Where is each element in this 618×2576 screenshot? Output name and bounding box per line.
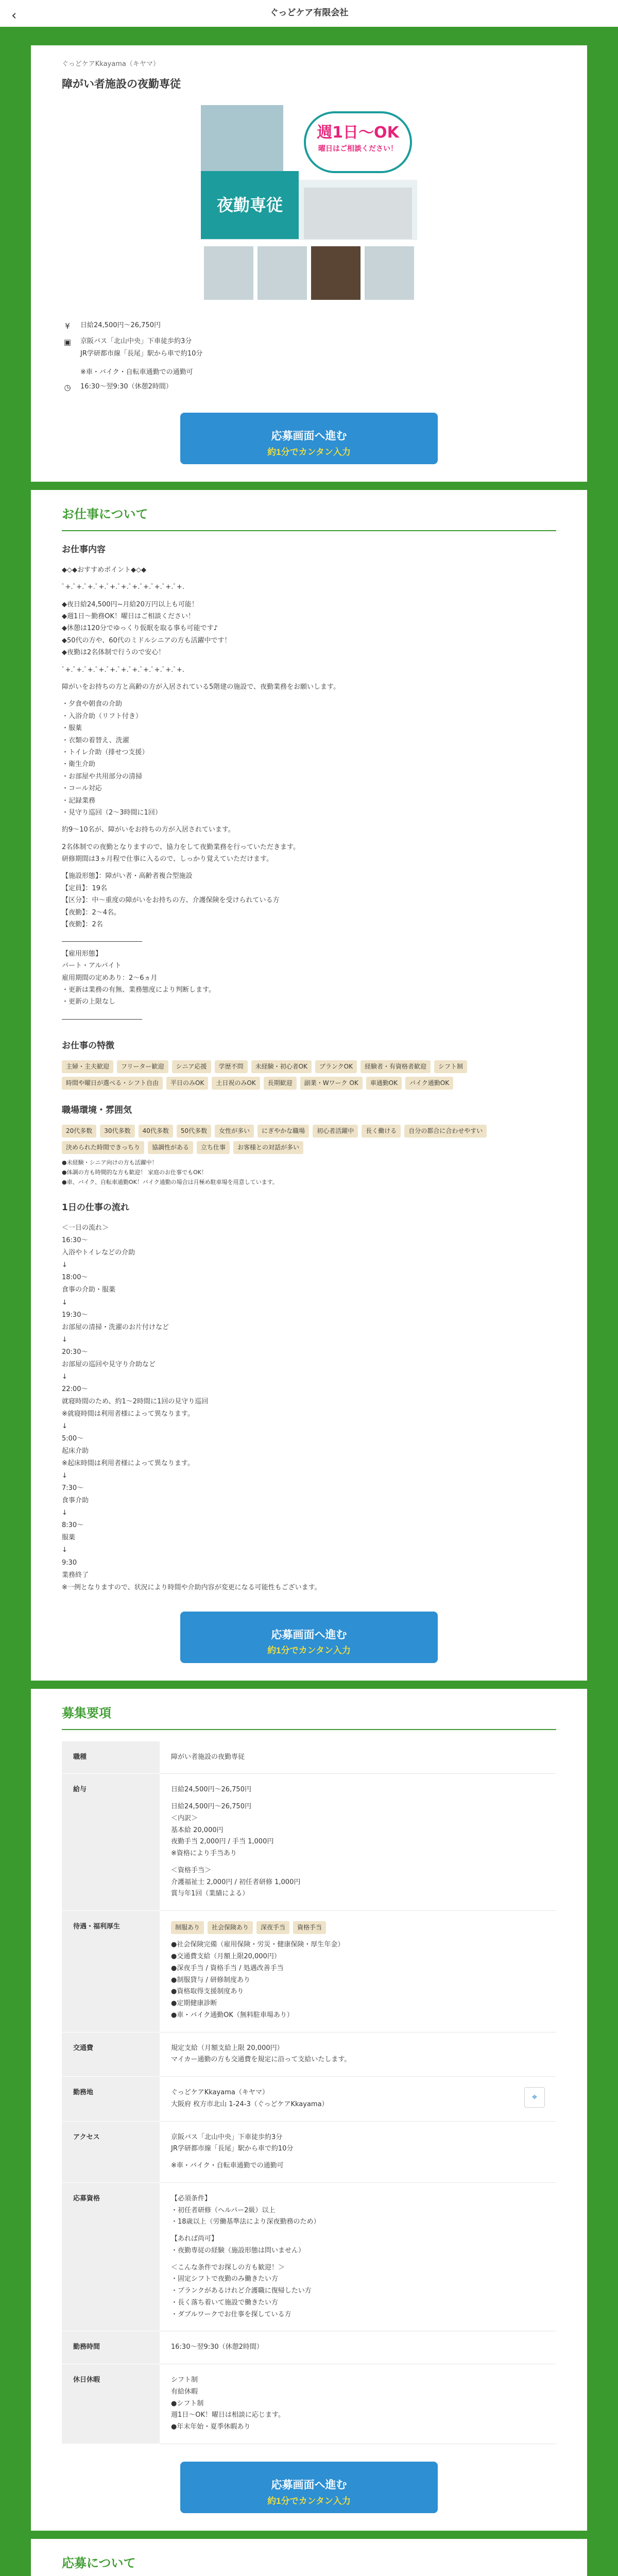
row-label: 給与 (62, 1774, 160, 1911)
description-line: ・コール対応 (62, 785, 102, 793)
flow-line: 7:30〜 (62, 1484, 84, 1493)
row-value (160, 2121, 556, 2182)
row-label: 休日休暇 (62, 2364, 160, 2444)
table-row (62, 2364, 556, 2444)
flow-line: 食事介助 (62, 1497, 89, 1505)
value-line: ＜内訳＞ (171, 1814, 198, 1822)
row-value (160, 2032, 556, 2077)
flow-heading: 1日の仕事の流れ (62, 1202, 129, 1213)
value-line: 京阪バス「北山中央」下車徒歩約3分 (171, 2133, 283, 2141)
value-line: 賞与年1回（業績による） (171, 1890, 249, 1898)
staff-photo (201, 105, 283, 171)
tag: 資格手当 (293, 1921, 326, 1934)
table-row (62, 2032, 556, 2077)
flow-line: 5:00〜 (62, 1435, 84, 1443)
row-label: 待遇・福利厚生 (62, 1911, 160, 2032)
features-heading: お仕事の特徴 (62, 1041, 114, 1052)
thumbnail-image[interactable] (258, 246, 307, 300)
description-line (62, 836, 556, 841)
flow-line: 食事の介助・服薬 (62, 1286, 116, 1294)
tag: 深夜手当 (256, 1921, 289, 1934)
description-line: ◆休憩は120分でゆっくり仮眠を取る事も可能です♪ (62, 624, 218, 633)
value-line: ＜こんな条件でお探しの方も歓迎！＞ (171, 2263, 285, 2272)
value-line: ●交通費支給（月額上限20,000円） (171, 1953, 281, 1961)
feature-tags (62, 1060, 556, 1090)
tag: 平日のみOK (166, 1077, 208, 1090)
value-line: ・固定シフトで夜勤のみ働きたい方 (171, 2275, 279, 2283)
apply-button[interactable]: 応募画面へ進む 約1分でカンタン入力 (180, 2462, 438, 2513)
flow-line: 18:00〜 (62, 1274, 88, 1282)
description-line (62, 819, 556, 824)
description-line: ﾟ+.ﾟ+.ﾟ+.ﾟ+.ﾟ+.ﾟ+.ﾟ+.ﾟ+.ﾟ+.ﾟ+.ﾟ+. (62, 583, 184, 591)
description-line: ◆◇◆おすすめポイント◆◇◆ (62, 566, 147, 574)
description-line (62, 1008, 556, 1013)
flow-line: ↓ (62, 1422, 67, 1430)
flow-line: ↓ (62, 1298, 67, 1307)
value-line: ●制服貸与 / 研修制度あり (171, 1976, 250, 1984)
job-title: 障がい者施設の夜勤専従 (62, 77, 181, 90)
value-line: ・18歳以上（労働基準法により深夜勤務のため） (171, 2218, 320, 2226)
value-line (171, 1860, 545, 1865)
value-line: ※車・バイク・自転車通勤での通勤可 (171, 2162, 284, 2170)
job-hero-image (201, 105, 417, 306)
requirements-table (62, 1741, 556, 2444)
about-heading: お仕事について (62, 503, 556, 531)
flow-line: ※起床時間は利用者様によって異なります。 (62, 1460, 194, 1468)
tag: 自分の都合に合わせやすい (404, 1125, 487, 1138)
flow-line: ↓ (62, 1472, 67, 1480)
flow-line: 19:30〜 (62, 1311, 88, 1319)
tag: 未経験・初心者OK (251, 1060, 312, 1073)
value-line (171, 2155, 545, 2160)
access-row (62, 335, 556, 379)
job-description (62, 564, 556, 1025)
value-line: ・夜勤専従の経験（施設形態は問いません） (171, 2246, 305, 2255)
value-line: ぐっどケアKkayama（キヤマ） (171, 2089, 269, 2097)
value-line: ＜資格手当＞ (171, 1866, 212, 1874)
about-card (31, 490, 587, 1681)
description-line: ・更新は業務の有無、業務態度により判断します。 (62, 986, 215, 994)
thumbnail-image[interactable] (204, 246, 253, 300)
env-note: ●車、バイク、自転車通勤OK！バイク通勤の場合は月極め駐車場を用意しています。 (62, 1178, 278, 1185)
description-line: ・衣類の着替え、洗濯 (62, 736, 129, 744)
row-label: アクセス (62, 2121, 160, 2182)
badge-sub: 曜日はご相談ください！ (318, 144, 398, 153)
flow-line: 服薬 (62, 1534, 76, 1542)
thumbnail-image[interactable] (365, 246, 414, 300)
value-line: シフト制 (171, 2376, 198, 2384)
env-note: ●体調の方も時間的な方も歓迎！ 家庭のお仕事でもOK！ (62, 1169, 207, 1176)
description-line: 【区分】：中～重度の障がいをお持ちの方、介護保険を受けられている方 (62, 896, 280, 905)
flow-line: お部屋の清掃・洗濯のお片付けなど (62, 1323, 169, 1331)
description-line: ・記録業務 (62, 796, 96, 805)
tag: 学歴不問 (215, 1060, 248, 1073)
value-line: 介護福祉士 2,000円 / 初任者研修 1,000円 (171, 1878, 301, 1886)
description-line (62, 594, 556, 599)
value-line: JR学研都市線「長尾」駅から車で約10分 (171, 2145, 294, 2153)
flow-line: ↓ (62, 1335, 67, 1344)
tag: 初心者活躍中 (313, 1125, 358, 1138)
description-line: 雇用期間の定めあり：2〜6ヵ月 (62, 974, 158, 982)
description-line: ◆夜日給24,500円~月給20万円以上も可能！ (62, 600, 198, 608)
row-label: 勤務時間 (62, 2331, 160, 2364)
description-line: ・衛生介助 (62, 760, 96, 769)
row-label: 職種 (62, 1741, 160, 1774)
table-row (62, 2182, 556, 2331)
value-line: ※資格により手当あり (171, 1850, 237, 1858)
flow-line: ↓ (62, 1546, 67, 1554)
description-line: ―――――――――――― (62, 938, 142, 946)
table-row (62, 1911, 556, 2032)
description-line: ・更新の上限なし (62, 998, 116, 1006)
description-line: ・服薬 (62, 724, 82, 733)
description-line: ﾟ+.ﾟ+.ﾟ+.ﾟ+.ﾟ+.ﾟ+.ﾟ+.ﾟ+.ﾟ+.ﾟ+.ﾟ+. (62, 666, 184, 674)
description-line: 【夜勤】：2〜4名。 (62, 908, 121, 917)
clock-icon: ◷ (64, 383, 71, 393)
value-line: ・ダブルワークでお仕事を探している方 (171, 2310, 291, 2318)
requirements-card (31, 1689, 587, 2531)
description-line: ◆夜勤は2名体制で行うので安心！ (62, 649, 165, 657)
description-line: パート・アルバイト (62, 962, 122, 970)
tag: 50代多数 (177, 1125, 211, 1138)
map-pin-icon[interactable]: ⌖ (524, 2087, 545, 2108)
value-line (171, 2228, 545, 2233)
flow-line: 入浴やトイレなどの介助 (62, 1249, 135, 1257)
value-line: 夜勤手当 2,000円 / 手当 1,000円 (171, 1838, 274, 1846)
description-line (62, 676, 556, 681)
tag: 40代多数 (139, 1125, 173, 1138)
thumbnail-strip (201, 240, 417, 306)
back-icon[interactable]: ‹ (11, 8, 17, 23)
tag: 土日祝のみOK (212, 1077, 260, 1090)
tag: 車通勤OK (366, 1077, 402, 1090)
flow-line: 20:30〜 (62, 1348, 88, 1356)
row-value (160, 1774, 556, 1911)
tag: 協調性がある (148, 1141, 193, 1154)
description-line: 研修期間は3ヵ月程で仕事に入るので、しっかり覚えていただけます。 (62, 855, 273, 863)
value-line: 日給24,500円〜26,750円 (171, 1786, 251, 1794)
tag: 経験者・有資格者歓迎 (360, 1060, 431, 1073)
value-line: 規定支給（月額支給上限 20,000円） (171, 2044, 284, 2052)
tag: 副業・Wワーク OK (300, 1077, 363, 1090)
flow-line: ※就寝時間は利用者様によって異なります。 (62, 1410, 194, 1418)
hours-text: 16:30〜翌9:30（休憩2時間） (80, 383, 173, 391)
requirements-heading: 募集要項 (62, 1702, 556, 1730)
value-line: ・ブランクがあるけれど介護職に復帰したい方 (171, 2287, 312, 2295)
apply-button[interactable]: 応募画面へ進む 約1分でカンタン入力 (180, 413, 438, 464)
tag: 女性が多い (215, 1125, 254, 1138)
access-lines: 京阪バス「北山中央」下車徒歩約3分 JR学研都市線「長尾」駅から車で約10分 ※車・バイク・自転車通勤での通勤可 (80, 337, 203, 377)
flow-line: ↓ (62, 1372, 67, 1381)
table-row (62, 1774, 556, 1911)
description-line: 【施設形態】：障がい者・高齢者複合型施設 (62, 872, 193, 880)
thumbnail-image[interactable] (311, 246, 360, 300)
tag: 制服あり (171, 1921, 204, 1934)
company-name: ぐっどケアKkayama（キヤマ） (62, 60, 160, 68)
flow-line: お部屋の巡回や見守り介助など (62, 1360, 156, 1368)
table-row (62, 2077, 556, 2122)
value-line: ・初任者研修（ヘルパー2級）以上 (171, 2206, 276, 2214)
flow-line: 8:30〜 (62, 1521, 84, 1530)
daily-flow (62, 1222, 556, 1594)
value-line: ●車・バイク通勤OK（無料駐車場あり） (171, 2011, 294, 2019)
description-line (62, 693, 556, 698)
flow-line: ＜一日の流れ＞ (62, 1224, 109, 1232)
row-value (160, 1741, 556, 1774)
description-line (62, 576, 556, 581)
value-line (171, 1796, 545, 1801)
description-line: 【定員】：19名 (62, 884, 108, 892)
flow-line: 就寝時間のため、約1〜2時間に1回の見守り巡回 (62, 1397, 209, 1405)
tag: シニア応援 (172, 1060, 211, 1073)
value-line: 日給24,500円〜26,750円 (171, 1803, 251, 1811)
description-line (62, 659, 556, 664)
row-label: 応募資格 (62, 2182, 160, 2331)
row-value (160, 2182, 556, 2331)
flow-line: 16:30〜 (62, 1236, 88, 1245)
flow-line: 業務終了 (62, 1571, 89, 1579)
tag: 長期歓迎 (264, 1077, 297, 1090)
flow-line: ※一例となりますので、状況により時間や介助内容が変更になる可能性もございます。 (62, 1583, 321, 1591)
description-line: ・入浴介助（リフト付き） (62, 712, 143, 720)
tag: ブランクOK (315, 1060, 357, 1073)
tag: 社会保険あり (208, 1921, 253, 1934)
page-title: ぐっどケア有限会社 (269, 8, 349, 19)
description-line: ・見守り巡回（2〜3時間に1回） (62, 808, 162, 817)
value-line: ●資格取得支援制度あり (171, 1988, 244, 1996)
apply-heading: 応募について (62, 2552, 556, 2576)
tag: 20代多数 (62, 1125, 96, 1138)
description-line: ◆50代の方や、60代のミドルシニアの方も活躍中です！ (62, 636, 231, 645)
env-note: ●未経験・シニア向けの方も活躍中！ (62, 1159, 158, 1166)
description-line (62, 865, 556, 870)
tag: フリーター歓迎 (117, 1060, 168, 1073)
description-line: ・トイレ介助（排せつ支援） (62, 748, 149, 756)
description-line: ・夕食や朝食の介助 (62, 700, 123, 708)
description-line: 【雇用形態】 (62, 950, 102, 958)
row-value (160, 2364, 556, 2444)
env-notes (62, 1158, 556, 1187)
value-line: マイカー通勤の方も交通費を規定に沿って支給いたします。 (171, 2056, 351, 2064)
value-line: 【必須条件】 (171, 2194, 212, 2202)
value-line: 有給休暇 (171, 2387, 198, 2396)
value-line: 16:30〜翌9:30（休憩2時間） (171, 2343, 263, 2351)
row-label: 交通費 (62, 2032, 160, 2077)
salary-row (62, 319, 556, 334)
table-row (62, 2121, 556, 2182)
tag: シフト制 (434, 1060, 467, 1073)
flow-line: ↓ (62, 1509, 67, 1517)
train-icon: ▣ (63, 337, 72, 347)
tag: 立ち仕事 (197, 1141, 230, 1154)
flow-line: 9:30 (62, 1558, 77, 1567)
tag: にぎやかな職場 (258, 1125, 309, 1138)
value-line: ●シフト制 (171, 2399, 204, 2408)
description-line: ―――――――――――― (62, 1015, 142, 1023)
salary-text: 日給24,500円〜26,750円 (80, 321, 161, 329)
row-value (160, 1911, 556, 2032)
table-row (62, 2331, 556, 2364)
value-line: 【あれば尚可】 (171, 2235, 218, 2243)
row-label: 勤務地 (62, 2077, 160, 2122)
tag: 30代多数 (100, 1125, 134, 1138)
env-tags (62, 1125, 556, 1154)
description-line: 2名体制での夜勤となりますので、協力をして夜勤業務を行っていただきます。 (62, 843, 300, 851)
description-line (62, 930, 556, 936)
value-line: 大阪府 枚方市北山 1-24-3（ぐっどケアKkayama） (171, 2100, 329, 2108)
flow-line: 22:00〜 (62, 1385, 88, 1393)
building-photo (304, 188, 412, 239)
top-bar (0, 0, 618, 27)
value-line: ●年末年始・夏季休暇あり (171, 2423, 251, 2431)
description-line: 【夜勤】：2名 (62, 921, 103, 929)
apply-button[interactable]: 応募画面へ進む 約1分でカンタン入力 (180, 1612, 438, 1663)
value-line: 障がい者施設の夜勤専従 (171, 1753, 245, 1761)
value-line: 基本給 20,000円 (171, 1826, 224, 1834)
hours-row (62, 381, 556, 395)
night-shift-label: 夜勤専従 (201, 171, 299, 239)
job-summary-card (31, 45, 587, 482)
schedule-badge (304, 111, 412, 173)
table-row (62, 1741, 556, 1774)
value-line: ・長く落ち着いて施設で働きたい方 (171, 2298, 279, 2307)
badge-main: 週1日〜OK (317, 123, 399, 142)
content-heading: お仕事内容 (62, 545, 106, 555)
description-line: ・お部屋や共用部分の清掃 (62, 772, 143, 781)
description-line: 障がいをお持ちの方と高齢の方が入居されている5階建の施設で、夜勤業務をお願いします。 (62, 683, 340, 691)
yen-icon: ¥ (65, 321, 70, 331)
tag: 長く働ける (362, 1125, 401, 1138)
benefit-tags (171, 1921, 545, 1934)
apply-info-card (31, 2539, 587, 2576)
value-line: ●深夜手当 / 資格手当 / 処遇改善手当 (171, 1964, 284, 1972)
flow-line: ↓ (62, 1261, 67, 1269)
value-line (171, 2257, 545, 2262)
value-line: 週1日〜OK！曜日は相談に応じます。 (171, 2411, 285, 2419)
row-value (160, 2077, 556, 2122)
tag: 決められた時間できっちり (62, 1141, 144, 1154)
tag: バイク通勤OK (405, 1077, 453, 1090)
flow-line: 起床介助 (62, 1447, 89, 1455)
tag: 主婦・主夫歓迎 (62, 1060, 113, 1073)
row-value (160, 2331, 556, 2364)
description-line: ◆週1日〜勤務OK！曜日はご相談ください！ (62, 613, 195, 621)
tag: 時間や曜日が選べる・シフト自由 (62, 1077, 163, 1090)
job-meta (62, 319, 556, 396)
env-heading: 職場環境・雰囲気 (62, 1105, 132, 1116)
tag: お客様との対話が多い (233, 1141, 303, 1154)
value-line: ●定期健康診断 (171, 1999, 217, 2008)
description-line: 約9〜10名が、障がいをお持ちの方が入居されています。 (62, 826, 235, 834)
value-line: ●社会保険完備（雇用保険・労災・健康保険・厚生年金） (171, 1941, 345, 1949)
